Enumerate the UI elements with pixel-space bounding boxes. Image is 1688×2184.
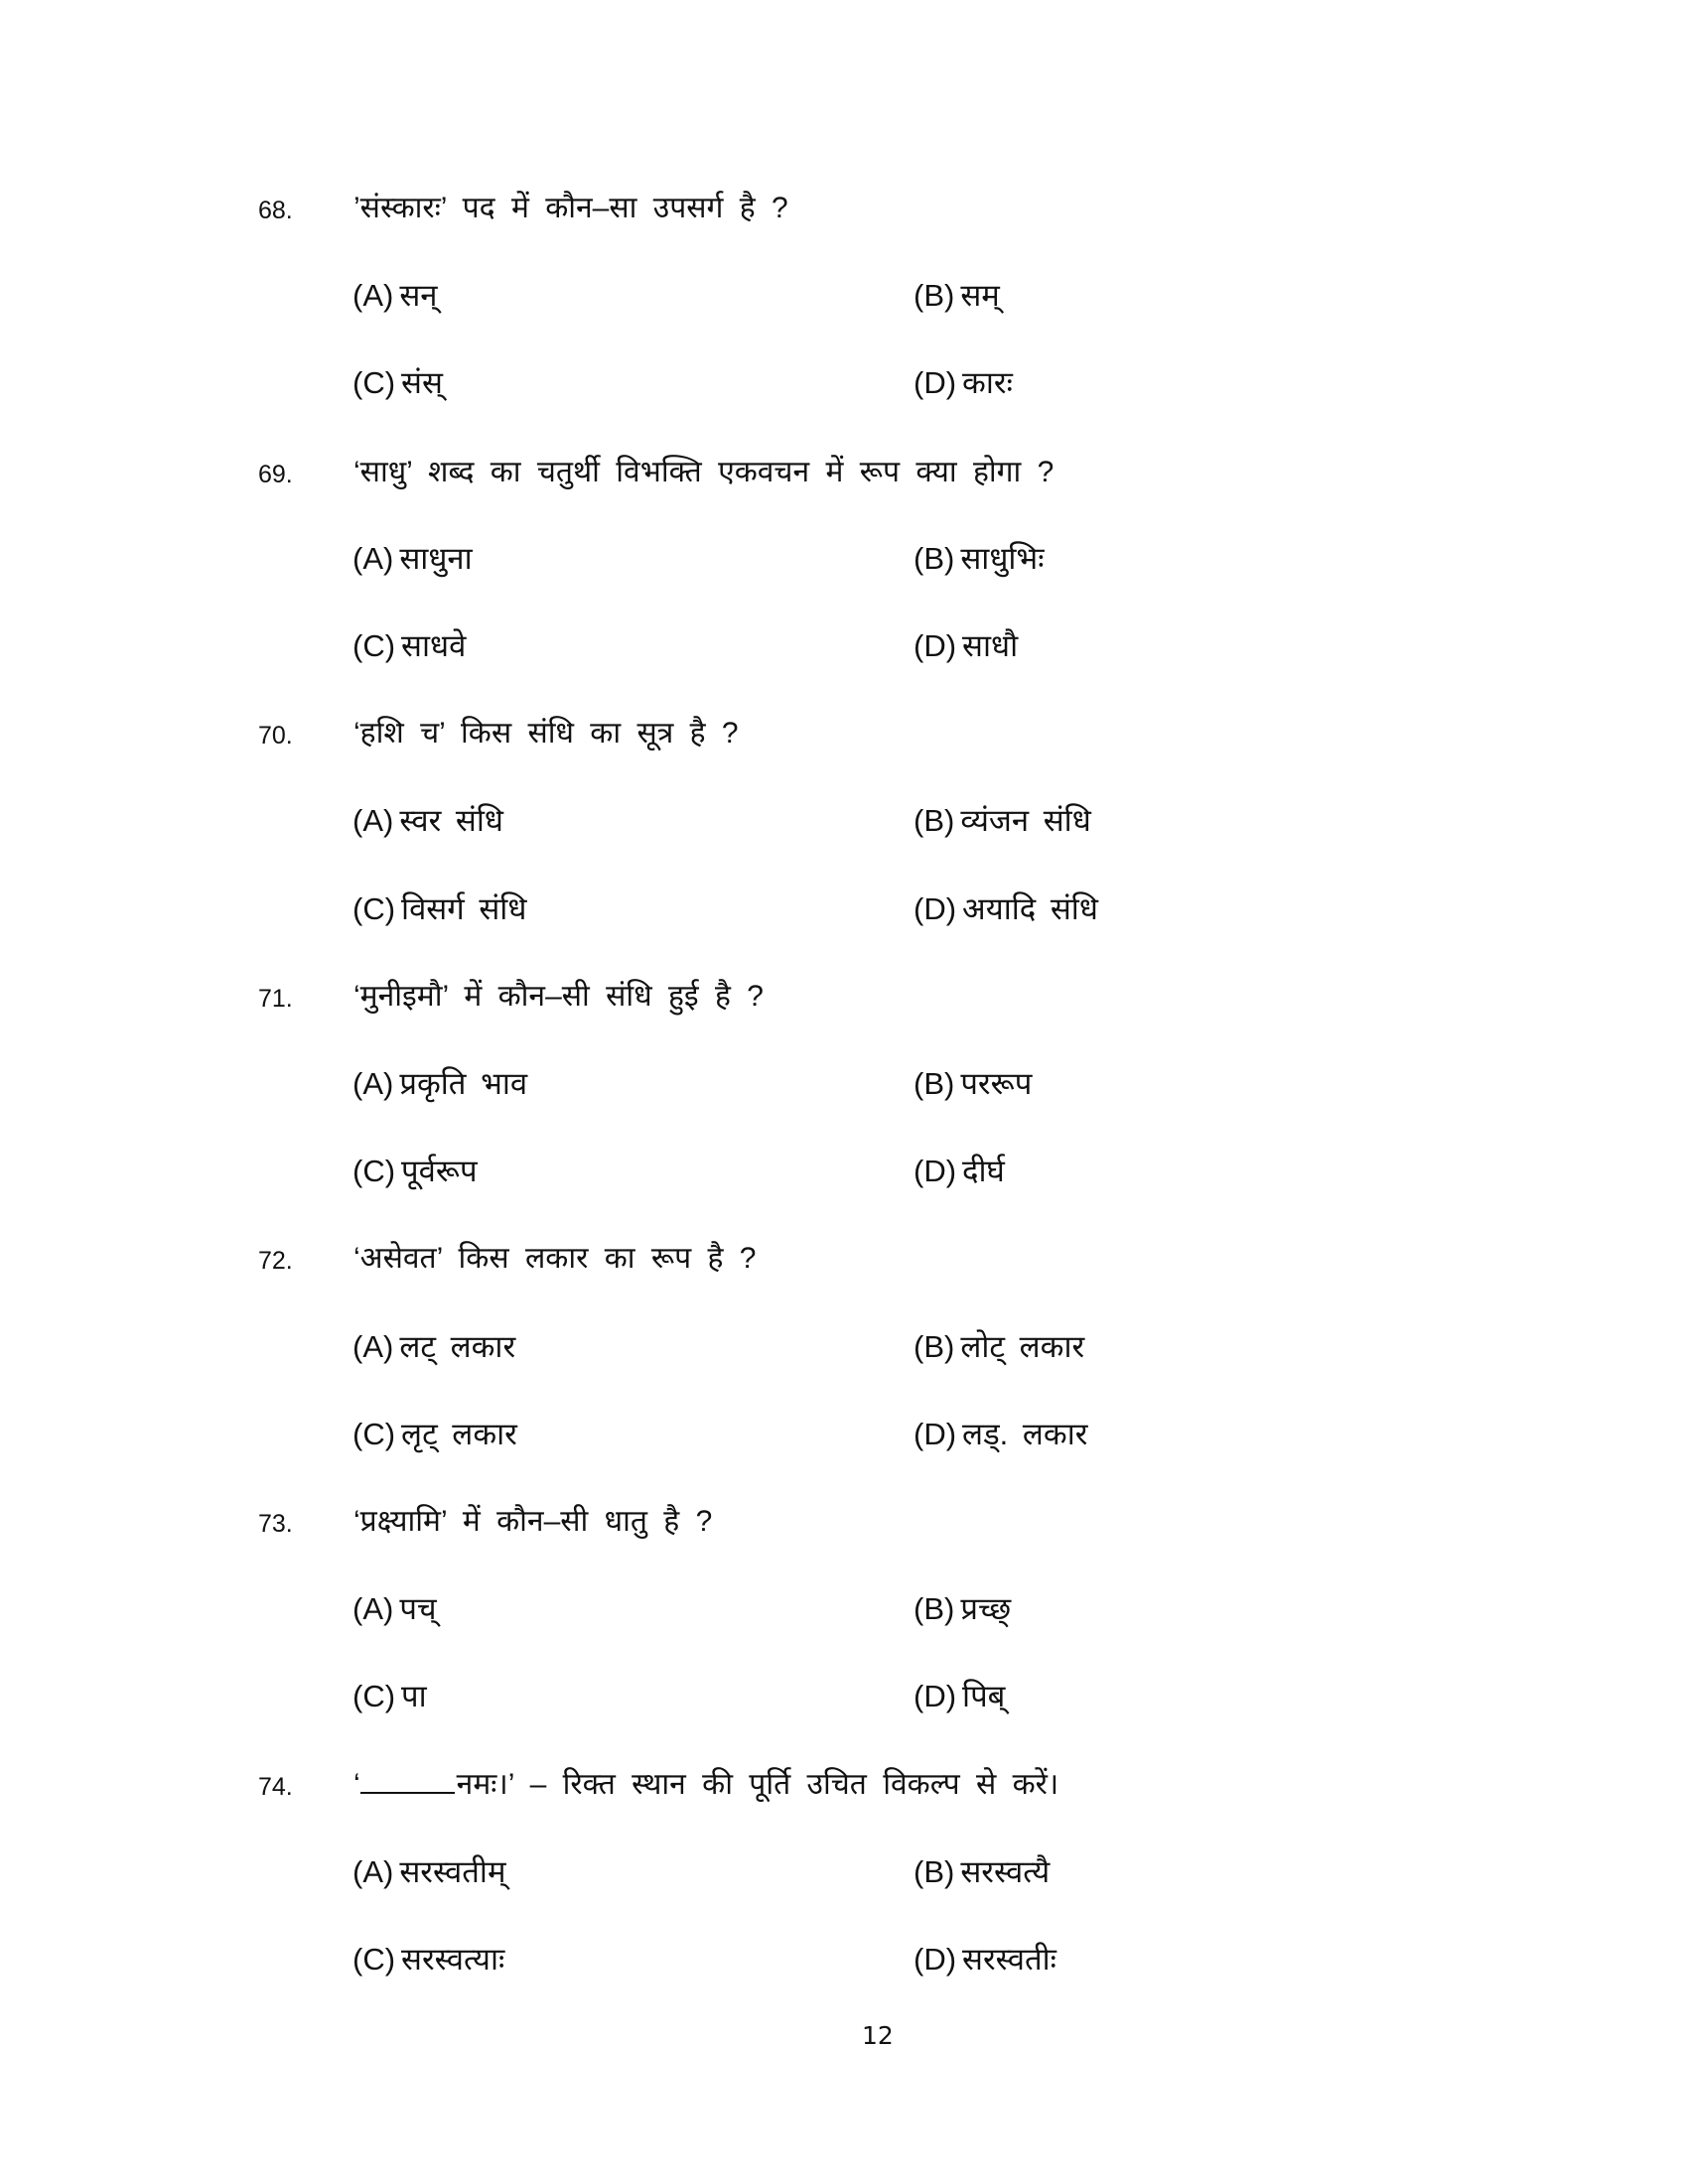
option-text: साधुभिः xyxy=(960,541,1045,576)
question-number: 74. xyxy=(258,1773,293,1801)
option-text: सरस्वत्यै xyxy=(960,1854,1051,1889)
option-text: सन् xyxy=(399,278,438,313)
option-c xyxy=(352,626,466,666)
option-label: (D) xyxy=(914,1942,957,1977)
option-text: प्रच्छ् xyxy=(960,1591,1012,1626)
option-text: लट् लकार xyxy=(399,1329,516,1364)
option-label: (A) xyxy=(352,1591,394,1626)
option-label: (C) xyxy=(352,1942,396,1977)
question-text xyxy=(353,1765,1058,1805)
option-label: (A) xyxy=(352,541,394,576)
option-label: (D) xyxy=(914,365,957,400)
option-text: अयादि संधि xyxy=(962,891,1098,926)
option-b xyxy=(914,1327,1084,1367)
question-text: ’संस्कारः’ पद में कौन–सा उपसर्ग है ? xyxy=(353,192,788,224)
option-d xyxy=(914,1940,1056,1979)
option-a xyxy=(352,1327,515,1367)
option-label: (B) xyxy=(914,278,955,313)
option-label: (C) xyxy=(352,365,396,400)
question-number: 73. xyxy=(258,1510,293,1538)
option-text: साधौ xyxy=(962,628,1019,663)
option-text: लृट् लकार xyxy=(401,1417,517,1451)
option-text: विसर्ग संधि xyxy=(401,891,527,926)
option-text: स्वर संधि xyxy=(399,803,503,838)
fill-in-blank-line xyxy=(360,1766,455,1794)
option-label: (C) xyxy=(352,1679,396,1713)
option-a xyxy=(352,539,473,579)
option-text: प्रकृति भाव xyxy=(399,1066,528,1101)
option-text: लड्. लकार xyxy=(962,1417,1088,1451)
option-a xyxy=(352,1852,506,1892)
option-b xyxy=(914,801,1091,841)
option-label: (C) xyxy=(352,628,396,663)
option-c xyxy=(352,1677,427,1716)
page-number: 12 xyxy=(862,2021,894,2050)
option-label: (A) xyxy=(352,278,394,313)
question-number: 71. xyxy=(258,985,293,1013)
option-text: पिब् xyxy=(962,1679,1006,1713)
question-text-suffix: नमः।’ – रिक्त स्थान की पूर्ति उचित विकल्प से करें। xyxy=(456,1768,1059,1801)
question-text: ‘प्रक्ष्यामि’ में कौन–सी धातु है ? xyxy=(353,1505,713,1538)
option-text: व्यंजन संधि xyxy=(960,803,1091,838)
option-d xyxy=(914,1152,1005,1191)
question-number: 69. xyxy=(258,461,293,488)
question-text: ‘हशि च’ किस संधि का सूत्र है ? xyxy=(353,717,739,750)
option-label: (D) xyxy=(914,1679,957,1713)
option-label: (D) xyxy=(914,628,957,663)
option-text: दीर्घ xyxy=(962,1154,1005,1188)
option-b xyxy=(914,1589,1011,1629)
option-text: सम् xyxy=(960,278,1000,313)
question-number: 72. xyxy=(258,1247,293,1275)
option-text: कारः xyxy=(962,365,1013,400)
option-d xyxy=(914,1677,1005,1716)
option-a xyxy=(352,276,438,316)
option-c xyxy=(352,1940,504,1979)
question-text: ‘असेवत’ किस लकार का रूप है ? xyxy=(353,1242,757,1275)
option-c xyxy=(352,1152,478,1191)
option-label: (D) xyxy=(914,891,957,926)
option-text: सरस्वतीम् xyxy=(399,1854,506,1889)
option-b xyxy=(914,1064,1032,1104)
option-text: साधवे xyxy=(401,628,467,663)
option-text: संस् xyxy=(401,365,443,400)
option-text: सरस्वतीः xyxy=(962,1942,1056,1977)
option-label: (D) xyxy=(914,1154,957,1188)
option-label: (C) xyxy=(352,891,396,926)
option-a xyxy=(352,801,503,841)
option-d xyxy=(914,626,1018,666)
option-b xyxy=(914,276,1000,316)
option-text: लोट् लकार xyxy=(960,1329,1085,1364)
option-label: (A) xyxy=(352,1066,394,1101)
option-c xyxy=(352,889,526,929)
question-text: ‘साधु’ शब्द का चतुर्थी विभक्ति एकवचन में रूप क्या होगा ? xyxy=(353,456,1055,488)
option-text: साधुना xyxy=(399,541,473,576)
option-d xyxy=(914,889,1098,929)
option-label: (B) xyxy=(914,541,955,576)
option-label: (C) xyxy=(352,1417,396,1451)
option-b xyxy=(914,539,1044,579)
option-text: पा xyxy=(401,1679,427,1713)
question-number: 68. xyxy=(258,197,293,224)
option-label: (B) xyxy=(914,1854,955,1889)
option-a xyxy=(352,1064,527,1104)
option-a xyxy=(352,1589,437,1629)
option-label: (D) xyxy=(914,1417,957,1451)
option-text: पररूप xyxy=(960,1066,1033,1101)
question-text: ‘मुनीइमौ’ में कौन–सी संधि हुई है ? xyxy=(353,980,764,1013)
option-label: (B) xyxy=(914,1591,955,1626)
option-c xyxy=(352,1415,517,1454)
option-text: पूर्वरूप xyxy=(401,1154,478,1188)
question-number: 70. xyxy=(258,722,293,750)
question-text-prefix: ‘ xyxy=(353,1768,360,1801)
option-label: (A) xyxy=(352,1329,394,1364)
option-label: (A) xyxy=(352,1854,394,1889)
option-d xyxy=(914,1415,1087,1454)
option-label: (B) xyxy=(914,1329,955,1364)
option-d xyxy=(914,363,1013,403)
option-text: सरस्वत्याः xyxy=(401,1942,505,1977)
option-b xyxy=(914,1852,1050,1892)
option-label: (A) xyxy=(352,803,394,838)
option-label: (B) xyxy=(914,1066,955,1101)
option-label: (B) xyxy=(914,803,955,838)
option-c xyxy=(352,363,443,403)
option-label: (C) xyxy=(352,1154,396,1188)
option-text: पच् xyxy=(399,1591,437,1626)
